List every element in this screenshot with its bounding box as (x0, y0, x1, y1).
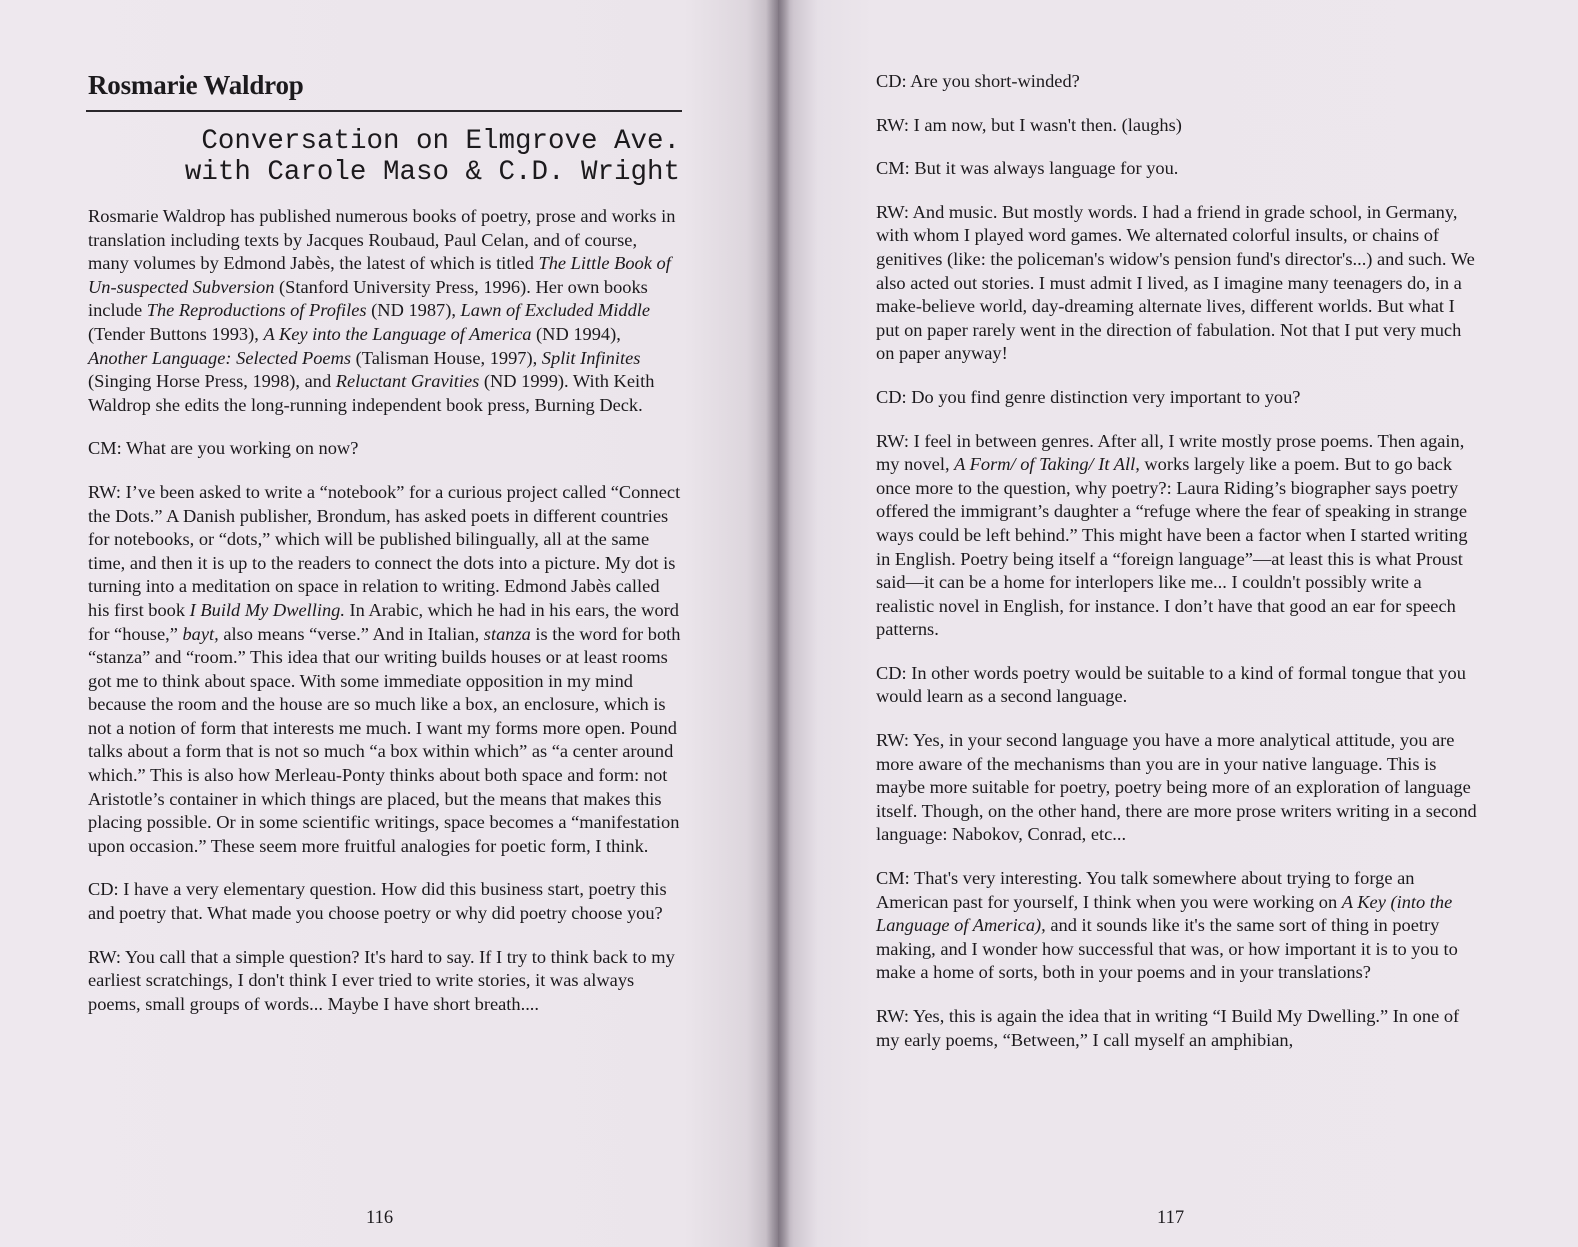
book-gutter (766, 0, 790, 1247)
interview-para-4: RW: And music. But mostly words. I had a friend in grade school, in Germany, with whom I played word games. We alternated colorful insults, or chains of genitives (like: the policeman's widow's pension fund's director's...) and such. We also acted out stories. I must admit I lived, as I imagine many teenagers do, in a make-believe world, day-dreaming alternate lives, different worlds. But what I put on paper rarely went in the direction of fabulation. Not that I put very much on paper anyway! (876, 201, 1475, 364)
answer-rw-simple-question: RW: You call that a simple question? It's hard to say. If I try to think back to my earliest scratchings, I don't think I ever tried to write stories, it was always poems, small groups of words... Maybe I have short breath.... (88, 946, 675, 1014)
interview-para-2: RW: I am now, but I wasn't then. (laughs) (876, 114, 1182, 135)
left-text-column (88, 205, 682, 1036)
right-text-column (876, 70, 1478, 1072)
title-line-2: with Carole Maso & C.D. Wright (184, 157, 680, 188)
title-rule (86, 110, 682, 112)
title-line-1: Conversation on Elmgrove Ave. (201, 126, 680, 157)
interview-para-9: CM: That's very interesting. You talk somewhere about trying to forge an American past for yourself, I think when you were working on A Key (into the Language of America), and it sounds like it's the same sort of thing in poetry making, and I wonder how successful that was, or how important it is to you to make a home of sorts, both in your poems and in your translations? (876, 868, 1458, 983)
interview-para-5: CD: Do you find genre distinction very important to you? (876, 386, 1301, 407)
answer-rw-notebook: RW: I’ve been asked to write a “notebook” for a curious project called “Connect the Dots.” A Danish publisher, Brondum, has asked poets in different countries for notebooks, or “dots,” which will be published bilingually, all at the same time, and then it is up to the readers to connect the dots into a picture. My dot is turning into a meditation on space in relation to writing. Edmond Jabès called his first book I Build My Dwelling. In Arabic, which he had in his ears, the word for “house,” bayt, also means “verse.” And in Italian, stanza is the word for both “stanza” and “room.” This idea that our writing builds houses or at least rooms got me to think about space. With some immediate opposition in my mind because the room and the house are so much like a box, an enclosure, which is not a notion of form that interests me much. I want my forms more open. Pound talks about a form that is not so much “a box within which” as “a center around which.” This is also how Merleau-Ponty thinks about both space and form: not Aristotle’s container in which things are placed, but the means that makes this placing possible. Or in some scientific writings, space becomes a “manifestation upon occasion.” These seem more fruitful analogies for poetic form, I think. (88, 481, 681, 856)
left-page (0, 0, 778, 1247)
question-cd-elementary: CD: I have a very elementary question. How did this business start, poetry this and poetry that. What made you choose poetry or why did poetry choose you? (88, 879, 667, 924)
interview-para-3: CM: But it was always language for you. (876, 158, 1179, 179)
interview-para-1: CD: Are you short-winded? (876, 71, 1080, 91)
bio-paragraph: Rosmarie Waldrop has published numerous books of poetry, prose and works in translation including texts by Jacques Roubaud, Paul Celan, and of course, many volumes by Edmond Jabès, the latest of which is titled The Little Book of Un-suspected Subversion (Stanford University Press, 1996). Her own books include The Reproductions of Profiles (ND 1987), Lawn of Excluded Middle (Tender Buttons 1993), A Key into the Language of America (ND 1994), Another Language: Selected Poems (Talisman House, 1997), Split Infinites (Singing Horse Press, 1998), and Reluctant Gravities (ND 1999). With Keith Waldrop she edits the long-running independent book press, Burning Deck. (88, 206, 676, 415)
page-number-right: 117 (1157, 1208, 1185, 1228)
question-cm-working-on: CM: What are you working on now? (88, 438, 359, 459)
right-page (778, 0, 1578, 1247)
article-title (86, 126, 680, 188)
page-number-left: 116 (366, 1208, 394, 1228)
interview-para-6: RW: I feel in between genres. After all, I write mostly prose poems. Then again, my novel, A Form/ of Taking/ It All, works largely like a poem. But to go back once more to the question, why poetry?: Laura Riding’s biographer says poetry offered the immigrant’s daughter a “refuge where the fear of speaking in strange ways could be left behind.” This might have been a factor when I started writing in English. Poetry being itself a “foreign language”—at least this is what Proust said—it can be a home for interlopers like me... I couldn't possibly write a realistic novel in English, for instance. I don’t have that good an ear for speech patterns. (876, 430, 1468, 640)
interview-para-10: RW: Yes, this is again the idea that in writing “I Build My Dwelling.” In one of my early poems, “Between,” I call myself an amphibian, (876, 1006, 1460, 1050)
author-name: Rosmarie Waldrop (88, 70, 304, 100)
interview-para-7: CD: In other words poetry would be suitable to a kind of formal tongue that you would learn as a second language. (876, 662, 1466, 707)
interview-para-8: RW: Yes, in your second language you have a more analytical attitude, you are more aware of the mechanisms than you are in your native language. This is maybe more suitable for poetry, poetry being more of an exploration of language itself. Though, on the other hand, there are more prose writers writing in a second language: Nabokov, Conrad, etc... (876, 730, 1477, 845)
